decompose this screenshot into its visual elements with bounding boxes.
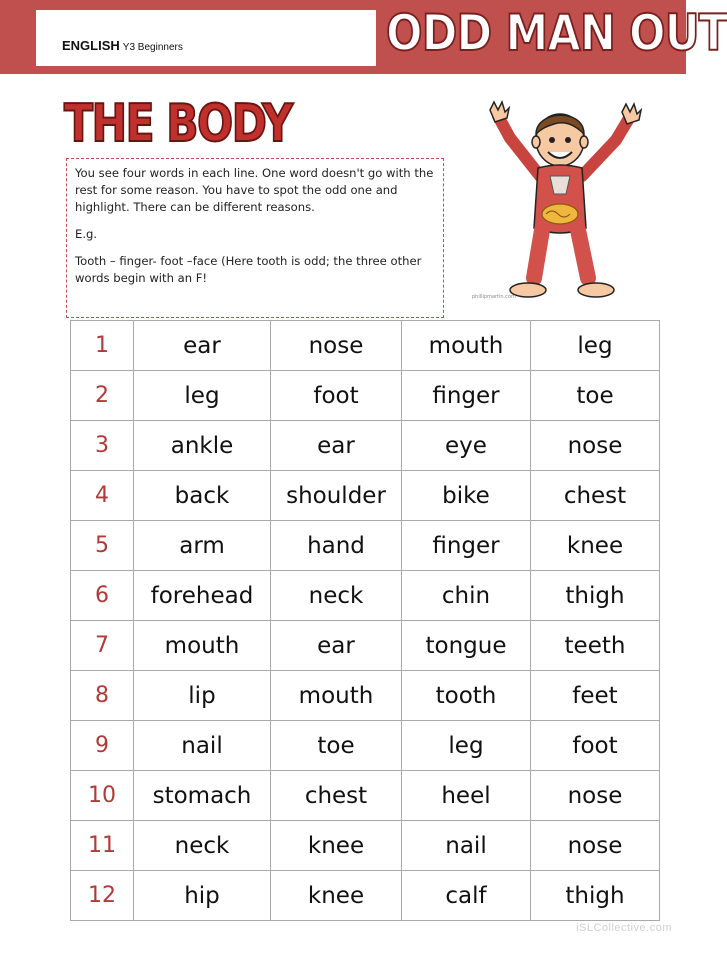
row-number: 4 — [71, 471, 134, 521]
table-row — [71, 671, 660, 721]
odd-man-out-table — [70, 320, 660, 921]
word-cell[interactable]: neck — [271, 571, 402, 621]
word-cell[interactable]: shoulder — [271, 471, 402, 521]
word-cell[interactable]: nose — [531, 421, 660, 471]
word-cell[interactable]: back — [134, 471, 271, 521]
row-number: 1 — [71, 321, 134, 371]
word-cell[interactable]: nail — [134, 721, 271, 771]
word-cell[interactable]: nail — [402, 821, 531, 871]
word-cell[interactable]: knee — [271, 821, 402, 871]
table-row — [71, 321, 660, 371]
table-row — [71, 621, 660, 671]
subject-label: ENGLISH Y3 Beginners — [62, 38, 183, 53]
row-number: 9 — [71, 721, 134, 771]
table-row — [71, 371, 660, 421]
illustration-credit: phillipmartin.com — [472, 294, 516, 300]
table-row — [71, 771, 660, 821]
word-cell[interactable]: hand — [271, 521, 402, 571]
row-number: 10 — [71, 771, 134, 821]
word-cell[interactable]: chest — [531, 471, 660, 521]
table-row — [71, 421, 660, 471]
word-cell[interactable]: mouth — [402, 321, 531, 371]
row-number: 7 — [71, 621, 134, 671]
row-number: 11 — [71, 821, 134, 871]
watermark: iSLCollective.com — [576, 922, 672, 934]
word-cell[interactable]: chin — [402, 571, 531, 621]
word-cell[interactable]: leg — [134, 371, 271, 421]
instructions-box — [66, 158, 444, 318]
word-cell[interactable]: knee — [271, 871, 402, 921]
table-row — [71, 521, 660, 571]
word-cell[interactable]: eye — [402, 421, 531, 471]
word-cell[interactable]: nose — [531, 821, 660, 871]
word-cell[interactable]: mouth — [271, 671, 402, 721]
word-cell[interactable]: heel — [402, 771, 531, 821]
table-row — [71, 471, 660, 521]
word-cell[interactable]: knee — [531, 521, 660, 571]
word-cell[interactable]: teeth — [531, 621, 660, 671]
topic-heading: THE BODY — [64, 94, 292, 154]
word-cell[interactable]: tooth — [402, 671, 531, 721]
word-cell[interactable]: arm — [134, 521, 271, 571]
word-cell[interactable]: ear — [271, 621, 402, 671]
word-cell[interactable]: nose — [271, 321, 402, 371]
word-cell[interactable]: neck — [134, 821, 271, 871]
word-cell[interactable]: feet — [531, 671, 660, 721]
level-label: Y3 Beginners — [122, 42, 183, 53]
word-cell[interactable]: stomach — [134, 771, 271, 821]
row-number: 2 — [71, 371, 134, 421]
word-cell[interactable]: foot — [271, 371, 402, 421]
row-number: 6 — [71, 571, 134, 621]
word-cell[interactable]: forehead — [134, 571, 271, 621]
word-cell[interactable]: thigh — [531, 871, 660, 921]
row-number: 3 — [71, 421, 134, 471]
word-cell[interactable]: chest — [271, 771, 402, 821]
word-cell[interactable]: ankle — [134, 421, 271, 471]
row-number: 5 — [71, 521, 134, 571]
word-cell[interactable]: foot — [531, 721, 660, 771]
word-cell[interactable]: ear — [271, 421, 402, 471]
example-label: E.g. — [75, 227, 98, 241]
word-cell[interactable]: nose — [531, 771, 660, 821]
word-cell[interactable]: hip — [134, 871, 271, 921]
word-cell[interactable]: ear — [134, 321, 271, 371]
table-row — [71, 721, 660, 771]
word-cell[interactable]: leg — [531, 321, 660, 371]
example-text: Tooth – finger- foot –face (Here tooth is odd; the three other words begin with an F! — [75, 254, 422, 285]
row-number: 8 — [71, 671, 134, 721]
table-row — [71, 821, 660, 871]
worksheet-title: ODD MAN OUT — [386, 4, 727, 62]
word-cell[interactable]: thigh — [531, 571, 660, 621]
anatomy-boy-illustration — [470, 98, 660, 304]
table-body — [71, 321, 660, 921]
row-number: 12 — [71, 871, 134, 921]
word-cell[interactable]: finger — [402, 521, 531, 571]
word-cell[interactable]: bike — [402, 471, 531, 521]
word-cell[interactable]: toe — [271, 721, 402, 771]
table-row — [71, 871, 660, 921]
word-cell[interactable]: lip — [134, 671, 271, 721]
word-cell[interactable]: mouth — [134, 621, 271, 671]
word-cell[interactable]: calf — [402, 871, 531, 921]
word-cell[interactable]: finger — [402, 371, 531, 421]
instructions-text: You see four words in each line. One word doesn't go with the rest for some reason. You have to spot the odd one and highlight. There can be different reasons. — [75, 166, 434, 214]
table-row — [71, 571, 660, 621]
word-cell[interactable]: toe — [531, 371, 660, 421]
word-cell[interactable]: tongue — [402, 621, 531, 671]
word-cell[interactable]: leg — [402, 721, 531, 771]
